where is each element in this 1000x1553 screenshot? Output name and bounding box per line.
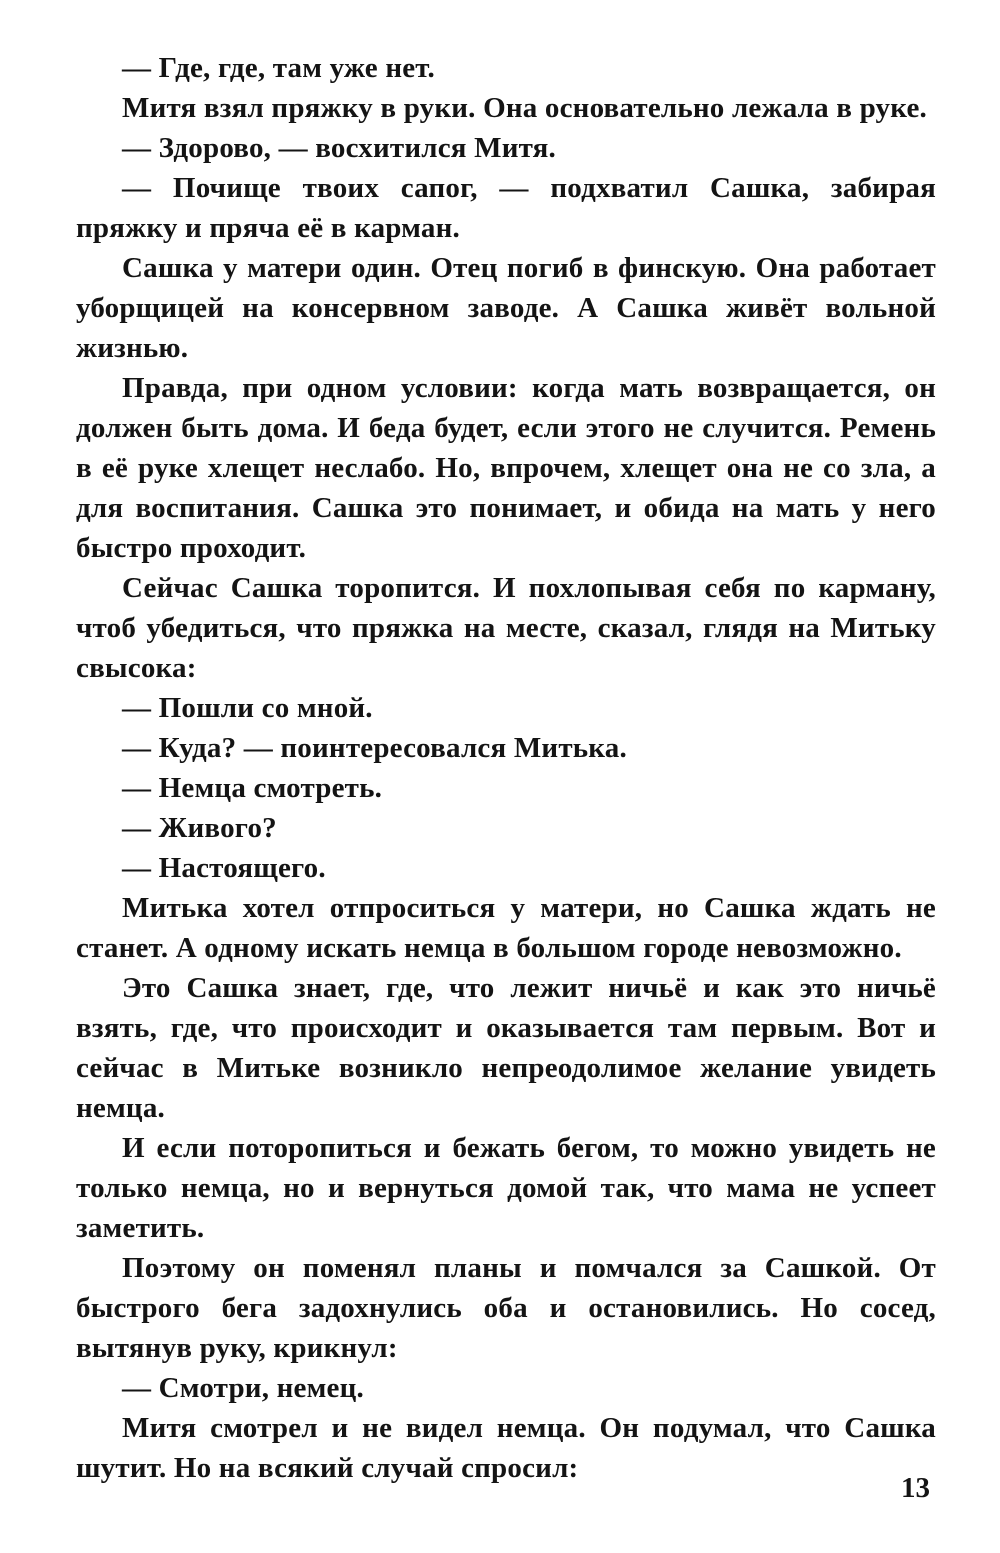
page-number: 13 bbox=[901, 1472, 930, 1504]
paragraph: — Куда? — поинтересовался Митька. bbox=[122, 732, 627, 764]
paragraph: Это Сашка знает, где, что лежит ничьё и как это ничьё взять, где, что происходит и оказывается там первым. Вот и сейчас в Митьке возникло непреодолимое желание увидеть немца. bbox=[76, 972, 936, 1124]
paragraph: Митька хотел отпроситься у матери, но Сашка ждать не станет. А одному искать немца в большом городе невозможно. bbox=[76, 892, 936, 964]
paragraph: — Почище твоих сапог, — подхватил Сашка, забирая пряжку и пряча её в карман. bbox=[76, 172, 936, 244]
paragraph: И если поторопиться и бежать бегом, то можно увидеть не только немца, но и вернуться домой так, что мама не успеет заметить. bbox=[76, 1132, 936, 1244]
paragraph: Сейчас Сашка торопится. И похлопывая себя по карману, чтоб убедиться, что пряжка на месте, сказал, глядя на Митьку свысока: bbox=[76, 572, 936, 684]
paragraph: — Смотри, немец. bbox=[122, 1372, 364, 1404]
text-content bbox=[76, 48, 936, 1488]
paragraph: Митя смотрел и не видел немца. Он подумал, что Сашка шутит. Но на всякий случай спросил: bbox=[76, 1412, 936, 1484]
paragraph: — Здорово, — восхитился Митя. bbox=[122, 132, 557, 164]
paragraph: Сашка у матери один. Отец погиб в финскую. Она работает уборщицей на консервном заводе. А Сашка живёт вольной жизнью. bbox=[76, 252, 936, 364]
paragraph: Поэтому он поменял планы и помчался за Сашкой. От быстрого бега задохнулись оба и остановились. Но сосед, вытянув руку, крикнул: bbox=[76, 1252, 936, 1364]
paragraph: — Живого? bbox=[122, 812, 277, 844]
paragraph: Правда, при одном условии: когда мать возвращается, он должен быть дома. И беда будет, если этого не случится. Ремень в её руке хлещет неслабо. Но, впрочем, хлещет она не со зла, а для воспитания. Сашка это понимает, и обида на мать у него быстро проходит. bbox=[76, 372, 936, 564]
paragraph: — Немца смотреть. bbox=[122, 772, 383, 804]
paragraph: — Пошли со мной. bbox=[122, 692, 373, 724]
paragraph: — Где, где, там уже нет. bbox=[122, 52, 436, 84]
paragraph: — Настоящего. bbox=[122, 852, 326, 884]
paragraph: Митя взял пряжку в руки. Она основательно лежала в руке. bbox=[122, 92, 927, 124]
